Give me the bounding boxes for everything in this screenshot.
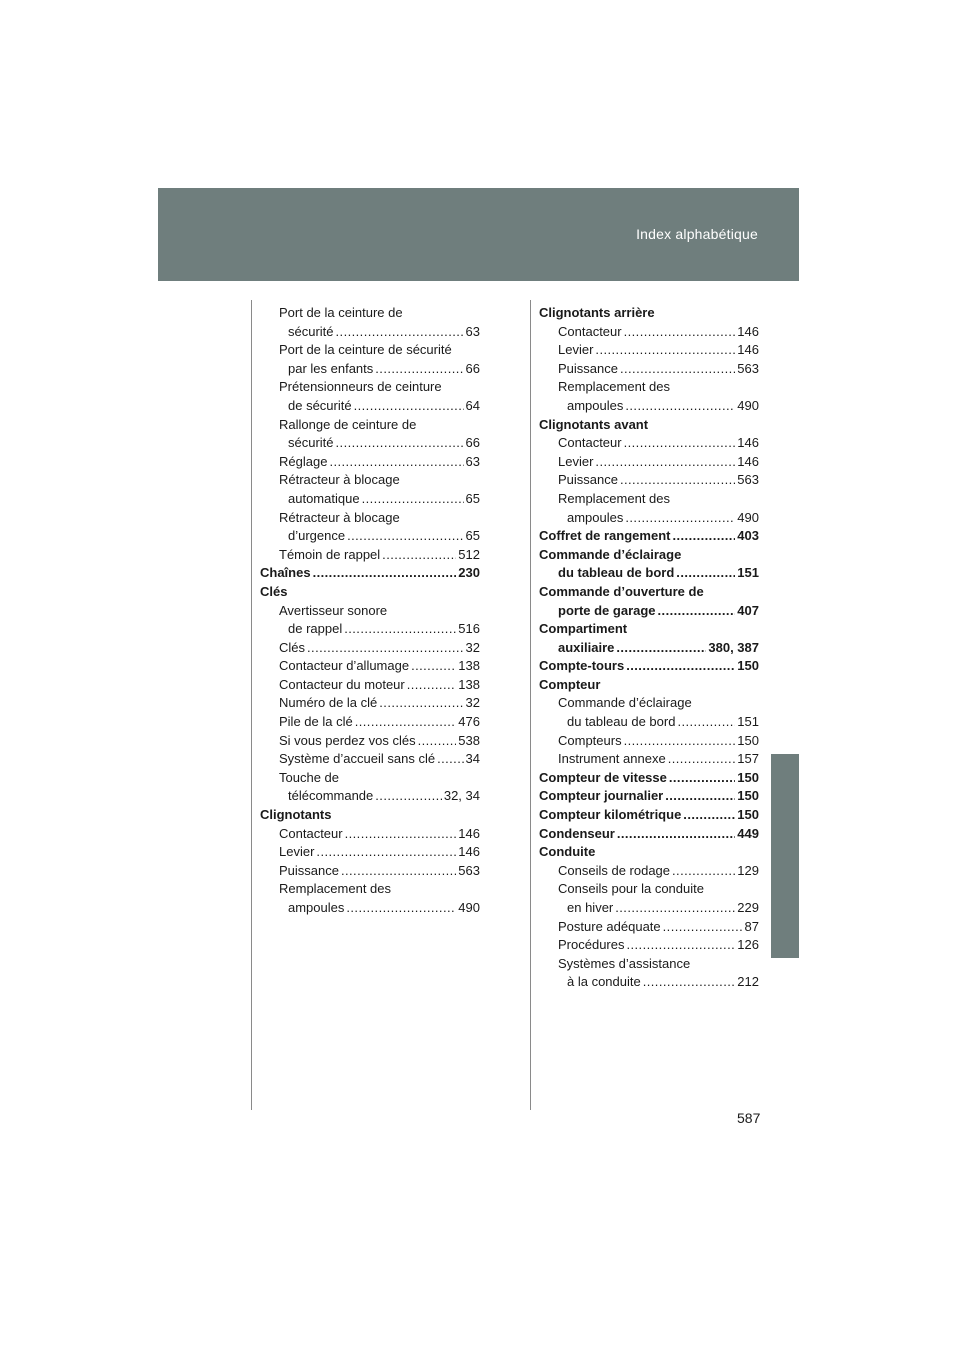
index-entry-page: 150 [737,788,759,804]
index-entry-label: porte de garage [558,602,656,618]
index-entry-page: 407 [737,602,759,618]
index-entry-label: ampoules [567,509,624,525]
dot-leader [379,694,463,713]
index-entry [539,973,759,992]
dot-leader [313,564,457,583]
index-entry-page: 403 [737,528,759,544]
index-entry-label: Chaînes [260,565,311,581]
index-entry-label: Levier [558,342,594,358]
index-heading: Compartiment [539,621,628,637]
index-entry-page: 150 [737,732,759,748]
section-title: Index alphabétique [636,226,758,242]
index-entry-page: 66 [465,435,480,451]
dot-leader [624,732,736,751]
index-subheading: Remplacement des [558,379,670,395]
dot-leader [418,732,457,751]
index-entry [260,620,480,639]
index-entry-label: par les enfants [288,360,374,376]
index-entry [539,471,759,490]
dot-leader [669,769,735,788]
dot-leader [620,360,735,379]
index-subheading: Rétracteur à blocage [279,509,400,525]
index-entry-page: 229 [737,900,759,915]
index-entry-label: Compteur journalier [539,788,664,804]
index-column-right [539,304,759,992]
index-entry-label: Numéro de la clé [279,695,378,711]
index-entry-page: 151 [737,714,759,730]
index-entry [539,360,759,379]
index-entry [539,862,759,881]
index-entry-page: 150 [737,769,759,785]
dot-leader [382,546,456,565]
index-entry-page: 138 [458,658,480,674]
index-entry-page: 129 [737,862,759,878]
section-header [158,188,799,281]
index-subheading: Rétracteur à blocage [279,472,400,488]
index-entry-page: 146 [458,825,480,841]
index-entry-page: 157 [737,751,759,767]
index-entry-label: Compteur de vitesse [539,769,667,785]
index-entry [260,825,480,844]
index-entry [539,750,759,769]
index-entry-label: ampoules [288,900,345,915]
index-entry-page: 516 [458,621,480,637]
thumb-index-tab [771,754,799,958]
index-entry-page: 476 [458,714,480,730]
index-entry-label: télécommande [288,788,374,804]
index-entry [539,918,759,937]
index-heading: Commande d’éclairage [539,546,682,562]
index-entry [260,546,480,565]
page-number: 587 [737,1110,761,1126]
index-subheading: Avertisseur sonore [279,602,388,618]
index-entry-label: Contacteur d’allumage [279,658,410,674]
index-heading: Commande d’ouverture de [539,583,704,599]
index-entry-label: Si vous perdez vos clés [279,732,416,748]
dot-leader [407,676,457,695]
index-entry-label: sécurité [288,323,334,339]
dot-leader [625,509,735,528]
dot-leader [336,434,464,453]
index-entry [539,899,759,918]
index-entry-page: 146 [737,435,759,451]
index-entry-label: Procédures [558,937,625,953]
index-entry [539,453,759,472]
index-heading: Clignotants [260,807,332,823]
dot-leader [620,471,735,490]
index-entry-page: 151 [737,565,759,581]
index-entry-label: Puissance [558,472,618,488]
index-entry-label: sécurité [288,435,334,451]
dot-leader [362,490,464,509]
index-entry-label: Compteurs [558,732,622,748]
index-entry-label: Contacteur du moteur [279,676,405,692]
index-entry-page: 138 [458,676,480,692]
index-entry-page: 490 [458,900,480,915]
dot-leader [341,862,456,881]
index-entry [260,527,480,546]
index-subheading: Port de la ceinture de sécurité [279,342,452,358]
column-divider-right [530,300,531,1110]
index-entry [539,323,759,342]
dot-leader [346,899,456,918]
index-entry-label: auxiliaire [558,639,615,655]
index-column-left [260,304,480,918]
dot-leader [616,639,706,658]
index-subheading: Prétensionneurs de ceinture [279,379,442,395]
index-entry [539,509,759,528]
index-entry [539,602,759,621]
index-entry-page: 65 [465,528,480,544]
index-entry-label: du tableau de bord [558,565,675,581]
index-entry-page: 146 [737,453,759,469]
index-entry-label: Levier [558,453,594,469]
index-entry-label: Conseils de rodage [558,862,671,878]
index-entry-label: de rappel [288,621,343,637]
dot-leader [355,713,457,732]
dot-leader [354,397,464,416]
dot-leader [624,323,736,342]
dot-leader [626,657,735,676]
index-entry-label: Contacteur [558,435,622,451]
dot-leader [624,434,736,453]
index-entry [260,750,480,769]
dot-leader [347,527,463,546]
index-entry-page: 64 [465,397,480,413]
index-heading: Clés [260,583,288,599]
dot-leader [307,639,464,658]
index-heading: Compteur [539,676,601,692]
index-entry-page: 32 [465,639,480,655]
index-entry [260,490,480,509]
index-entry-label: d’urgence [288,528,346,544]
index-entry [539,787,759,806]
index-entry [539,434,759,453]
index-entry-label: automatique [288,490,360,506]
index-entry-label: Pile de la clé [279,714,353,730]
index-entry-page: 66 [465,360,480,376]
dot-leader [625,397,735,416]
index-entry [260,360,480,379]
dot-leader [676,564,735,583]
index-entry-page: 126 [737,937,759,953]
index-entry-label: Réglage [279,453,328,469]
dot-leader [665,787,735,806]
index-entry-page: 449 [737,825,759,841]
index-entry-page: 32 [465,695,480,711]
index-entry [539,657,759,676]
index-entry [260,694,480,713]
index-subheading: Conseils pour la conduite [558,881,704,897]
index-entry [539,806,759,825]
index-entry [260,434,480,453]
index-entry [260,639,480,658]
index-subheading: Touche de [279,769,339,785]
index-entry [260,899,480,918]
index-heading: Clignotants avant [539,416,649,432]
index-entry [539,564,759,583]
index-entry [539,341,759,360]
index-entry-page: 563 [737,472,759,488]
dot-leader [668,750,736,769]
index-subheading: Remplacement des [558,490,670,506]
index-entry [539,825,759,844]
index-entry-label: Coffret de rangement [539,528,671,544]
index-entry-label: Posture adéquate [558,918,661,934]
column-divider-left [251,300,252,1110]
index-entry [539,936,759,955]
dot-leader [329,453,463,472]
dot-leader [626,936,735,955]
dot-leader [316,843,456,862]
index-entry-page: 32, 34 [443,788,480,804]
index-entry-label: Instrument annexe [558,751,666,767]
index-entry [260,732,480,751]
index-entry [539,397,759,416]
dot-leader [411,657,456,676]
index-entry-label: en hiver [567,900,614,915]
index-entry [260,453,480,472]
dot-leader [437,750,463,769]
index-entry-label: ampoules [567,397,624,413]
index-entry [260,787,480,806]
index-entry-label: Contacteur [558,323,622,339]
index-entry-page: 63 [465,453,480,469]
index-entry-label: de sécurité [288,397,352,413]
index-entry-label: Témoin de rappel [279,546,381,562]
index-entry-page: 538 [458,732,480,748]
index-entry-label: du tableau de bord [567,714,676,730]
dot-leader [672,862,735,881]
index-subheading: Commande d’éclairage [558,695,692,711]
index-entry [260,676,480,695]
index-entry [539,527,759,546]
index-entry [539,639,759,658]
index-entry-label: Puissance [279,862,339,878]
index-subheading: Remplacement des [279,881,391,897]
index-entry-page: 146 [737,323,759,339]
index-entry-page: 563 [737,360,759,376]
index-entry-page: 230 [458,565,480,581]
index-heading: Conduite [539,844,596,860]
index-entry-page: 146 [458,844,480,860]
dot-leader [375,787,442,806]
dot-leader [617,825,735,844]
index-entry-page: 212 [737,974,759,990]
dot-leader [615,899,735,918]
index-entry [260,657,480,676]
index-entry [260,397,480,416]
index-entry-label: Système d’accueil sans clé [279,751,436,767]
dot-leader [658,602,736,621]
index-entry [260,862,480,881]
index-entry-page: 512 [458,546,480,562]
dot-leader [595,341,735,360]
dot-leader [595,453,735,472]
index-entry-page: 87 [744,918,759,934]
dot-leader [336,323,464,342]
dot-leader [683,806,735,825]
index-entry [260,843,480,862]
index-subheading: Port de la ceinture de [279,305,403,320]
dot-leader [663,918,743,937]
index-entry-page: 380, 387 [708,639,759,655]
index-entry-label: Condenseur [539,825,615,841]
index-subheading: Rallonge de ceinture de [279,416,417,432]
index-entry-page: 34 [465,751,480,767]
index-entry-page: 563 [458,862,480,878]
index-entry-page: 65 [465,490,480,506]
index-entry [539,732,759,751]
index-entry-label: Compteur kilométrique [539,807,682,823]
index-entry-label: Puissance [558,360,618,376]
index-entry [539,713,759,732]
index-entry-label: Contacteur [279,825,343,841]
index-entry-page: 490 [737,397,759,413]
index-subheading: Systèmes d’assistance [558,955,691,971]
index-entry-page: 146 [737,342,759,358]
index-entry-page: 150 [737,807,759,823]
dot-leader [672,527,735,546]
index-entry [260,564,480,583]
index-entry-label: Levier [279,844,315,860]
index-entry-label: Clés [279,639,306,655]
index-entry-label: Compte-tours [539,658,625,674]
index-entry [260,323,480,342]
dot-leader [345,825,457,844]
index-entry [260,713,480,732]
index-heading: Clignotants arrière [539,305,655,320]
index-entry-page: 150 [737,658,759,674]
index-entry-page: 490 [737,509,759,525]
dot-leader [677,713,735,732]
index-entry-label: à la conduite [567,974,641,990]
index-entry-page: 63 [465,323,480,339]
dot-leader [643,973,736,992]
dot-leader [344,620,456,639]
index-entry [539,769,759,788]
dot-leader [375,360,463,379]
